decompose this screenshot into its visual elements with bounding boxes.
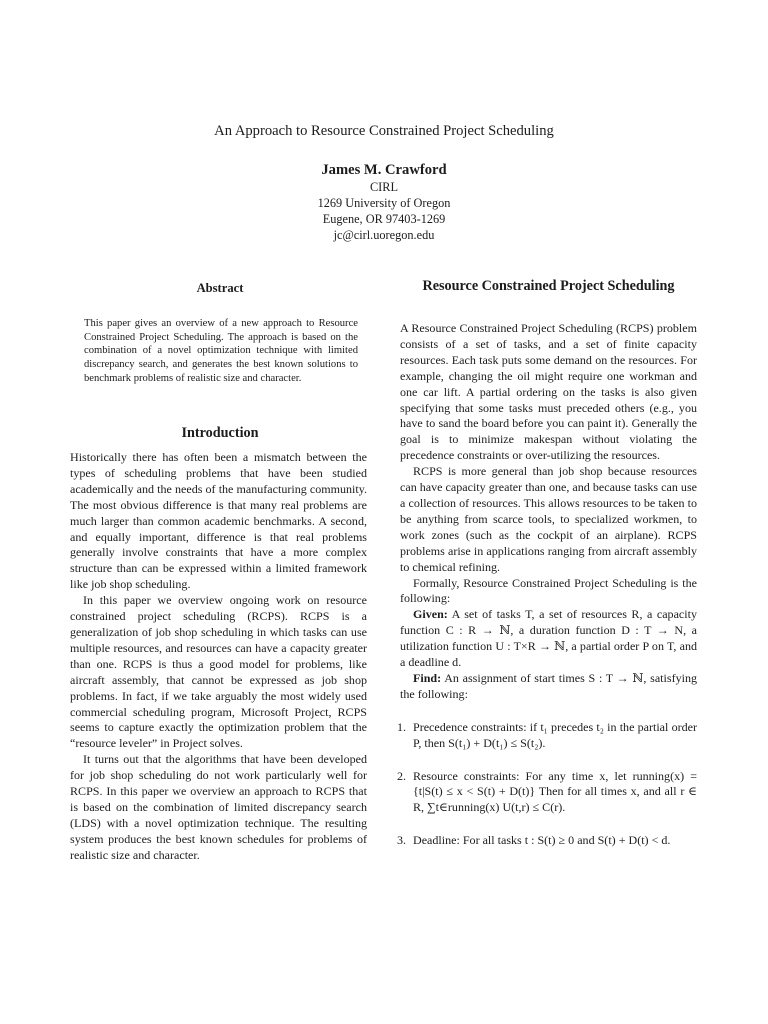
rcps-paragraph-1: A Resource Constrained Project Scheduling (RCPS) problem consists of a set of tasks, and a set of finite capacity resources. Each task puts some demand on the resources. For example, changing the oil might require one workman and one car lift. A partial ordering on the tasks is also given specifying that some tasks must preceded others (e.g., you have to sand the board before you can paint it). Generally the goal is to minimize makespan without violating the precedence constraints or over-utilizing the resources. — [400, 321, 697, 463]
constraint-number: 1. — [397, 719, 407, 734]
rcps-section-body — [397, 321, 697, 866]
constraint-item-resource — [397, 768, 697, 817]
constraint-text: Precedence constraints: if t₁ precedes t₂ in the partial order P, then S(t₁) + D(t₁) ≤ S(t₂). — [413, 719, 697, 750]
author-street: 1269 University of Oregon — [317, 196, 451, 210]
constraint-number: 2. — [397, 768, 407, 783]
given-definition — [400, 607, 697, 671]
intro-paragraph-1: Historically there has often been a mismatch between the types of scheduling problems that have been studied academically and the needs of the manufacturing community. The most obvious difference is that many real problems are much larger than common academic benchmarks. A second, and equally important, difference is that real problems generally involve constraints that have a more complex structure than can be expressed within a limited framework like job shop scheduling. — [70, 450, 367, 592]
author-email: jc@cirl.uoregon.edu — [333, 228, 435, 242]
given-label: Given: — [413, 607, 448, 622]
rcps-section-heading: Resource Constrained Project Scheduling — [422, 278, 675, 294]
intro-paragraph-2: In this paper we overview ongoing work on resource constrained project scheduling (RCPS). RCPS is a generalization of job shop scheduling in which tasks can use multiple resources, and resources can have a capacity greater than one. RCPS is thus a good model for problems, like aircraft assembly, that cannot be expressed as job shop problems. In fact, if we take arguably the most widely used commercial scheduling program, Microsoft Project, RCPS seems to capture exactly the optimization problem that the “resource leveler” in Project solves. — [70, 593, 367, 751]
constraint-number: 3. — [397, 833, 407, 848]
constraint-text: Deadline: For all tasks t : S(t) ≥ 0 and S(t) + D(t) < d. — [413, 833, 671, 848]
rcps-paragraph-3: Formally, Resource Constrained Project Scheduling is the following: — [400, 575, 697, 606]
paper-title: An Approach to Resource Constrained Project Scheduling — [214, 123, 554, 139]
given-text: A set of tasks T, a set of resources R, a capacity function C : R → ℕ, a duration function D : T → N, a utilization function U : T×R → ℕ, a partial order P on T, and a deadline d. — [400, 607, 697, 670]
introduction-heading: Introduction — [181, 425, 259, 441]
constraint-list — [397, 719, 697, 849]
author-name: James M. Crawford — [321, 162, 447, 178]
abstract-heading: Abstract — [196, 281, 244, 295]
constraint-item-precedence — [397, 719, 697, 752]
rcps-paragraph-2: RCPS is more general than job shop because resources can have capacity greater than one, and because tasks can use a collection of resources. This allows resources to be taken to be anything from scarce tools, to specialized workmen, to work zones (such as the cockpit of an airplane). RCPS problems arise in applications ranging from aircraft assembly to chemical refining. — [400, 464, 697, 574]
intro-paragraph-3: It turns out that the algorithms that have been developed for job shop scheduling do not work particularly well for RCPS. In this paper we overview an approach to RCPS that is based on the combination of limited discrepancy search (LDS) with a novel optimization technique. The resulting system produces the best known schedules for problems of realistic size and character. — [70, 752, 367, 862]
find-text: An assignment of start times S : T → ℕ, satisfying the following: — [400, 670, 697, 701]
find-label: Find: — [413, 670, 442, 685]
constraint-text: Resource constraints: For any time x, let running(x) = {t|S(t) ≤ x < S(t) + D(t)} Then for all times x, and all r ∈ R, ∑t∈running(x) U(t,r) ≤ C(r). — [413, 768, 697, 815]
author-organization: CIRL — [369, 180, 398, 194]
author-city: Eugene, OR 97403-1269 — [322, 212, 446, 226]
abstract-text: This paper gives an overview of a new approach to Resource Constrained Project Scheduling. The approach is based on the combination of a novel optimization technique with limited discrepancy search, and generates the best known solutions to benchmark problems of realistic size and character. — [84, 318, 358, 384]
find-definition — [400, 671, 697, 703]
constraint-item-deadline — [397, 833, 697, 849]
introduction-body — [70, 450, 367, 864]
